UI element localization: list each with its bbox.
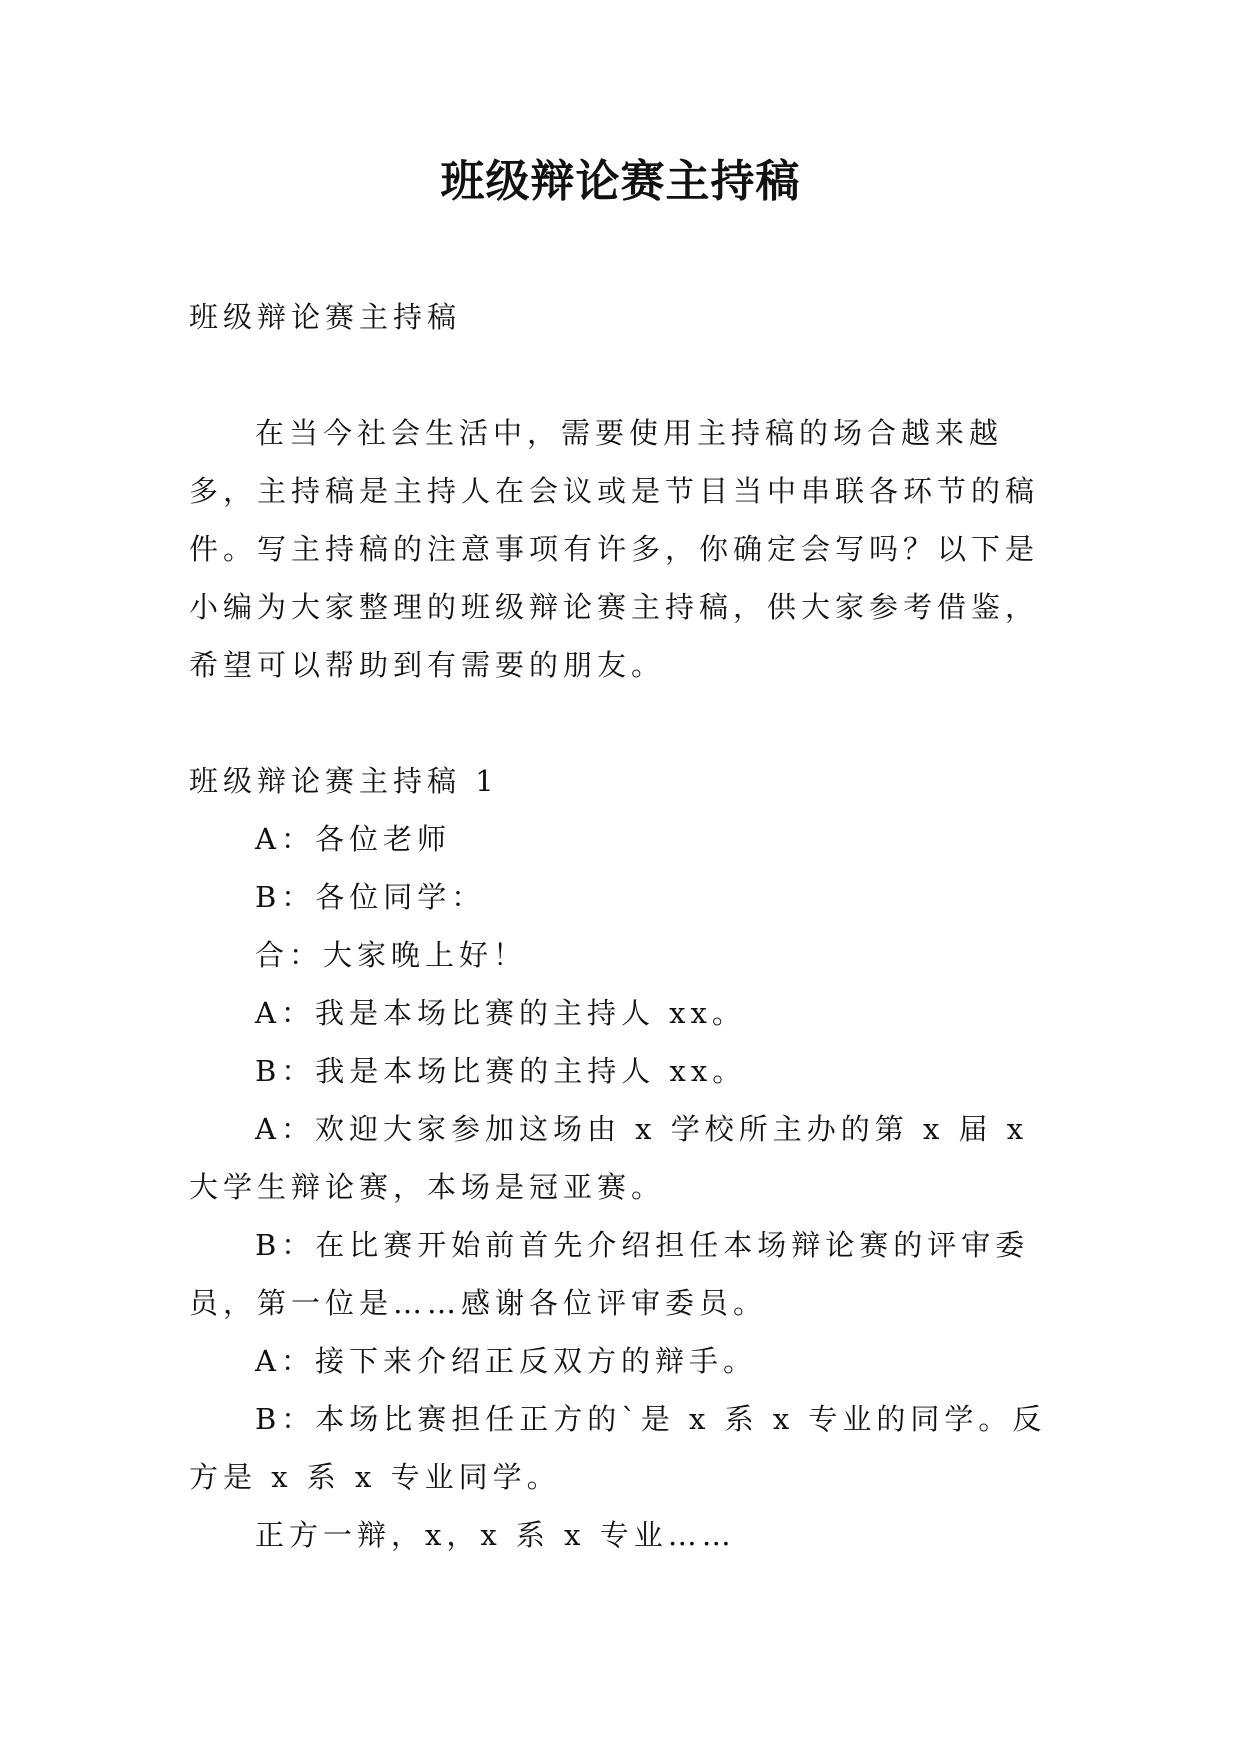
document-title: 班级辩论赛主持稿 — [440, 156, 801, 207]
dialogue-line: B：在比赛开始前首先介绍担任本场辩论赛的评审委员，第一位是……感谢各位评审委员。 — [189, 1228, 1030, 1320]
dialogue-line: 合：大家晚上好！ — [255, 938, 528, 972]
dialogue-line: 正方一辩，x，x 系 x 专业…… — [255, 1518, 736, 1552]
dialogue-line: A：欢迎大家参加这场由 x 学校所主办的第 x 届 x 大学生辩论赛，本场是冠亚赛。 — [189, 1112, 1029, 1204]
dialogue-line: A：接下来介绍正反双方的辩手。 — [255, 1344, 757, 1378]
spacer — [189, 346, 1059, 404]
document-body — [189, 288, 1059, 1564]
spacer — [189, 694, 1059, 752]
dialogue-line: B：各位同学： — [255, 880, 486, 914]
dialogue-line: B：我是本场比赛的主持人 xx。 — [255, 1054, 747, 1088]
section-heading: 班级辩论赛主持稿 1 — [189, 764, 499, 798]
dialogue-line: A：我是本场比赛的主持人 xx。 — [255, 996, 746, 1030]
document-subtitle: 班级辩论赛主持稿 — [189, 300, 462, 334]
dialogue-line: A：各位老师 — [255, 822, 451, 856]
intro-paragraph: 在当今社会生活中，需要使用主持稿的场合越来越多，主持稿是主持人在会议或是节目当中串联各环节的稿件。写主持稿的注意事项有许多，你确定会写吗？以下是小编为大家整理的班级辩论赛主持稿，供大家参考借鉴，希望可以帮助到有需要的朋友。 — [189, 416, 1040, 682]
dialogue-line: B：本场比赛担任正方的`是 x 系 x 专业的同学。反方是 x 系 x 专业同学。 — [189, 1402, 1047, 1494]
